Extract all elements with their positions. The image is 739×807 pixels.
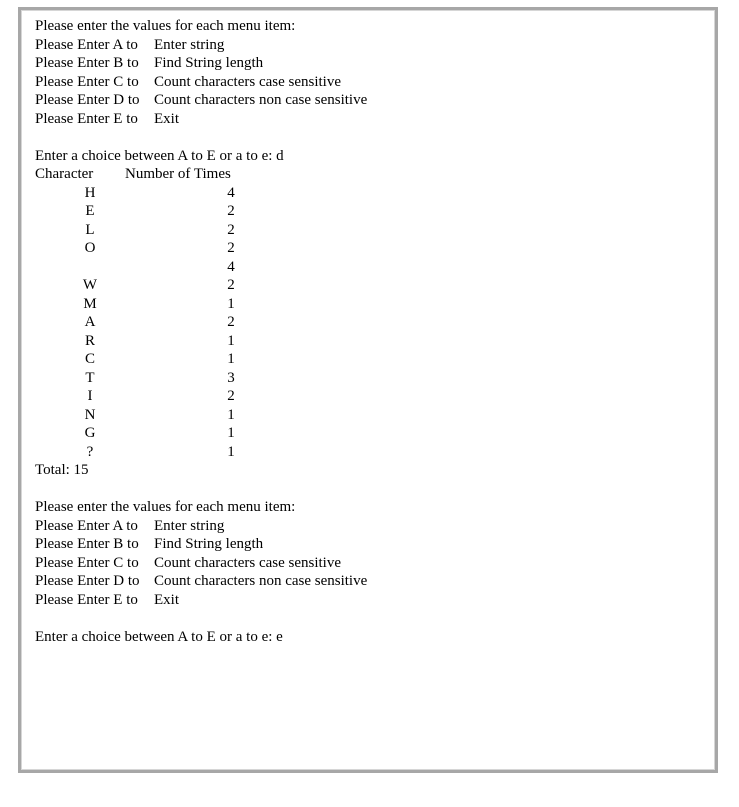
menu-item-b [35,54,367,73]
menu-item-action: Enter string [154,517,225,534]
count-cell: 2 [227,203,235,219]
count-column-header: Number of Times [125,166,231,182]
character-cell: ? [86,443,94,460]
character-cell: T [85,369,95,386]
count-cell: 1 [227,332,235,349]
menu-item-prefix: Please Enter C to [35,73,139,90]
menu-item-action: Enter string [154,36,225,53]
count-table-header [35,165,367,184]
count-cell: 2 [227,314,235,330]
character-cell: G [84,425,96,441]
blank-line [35,480,367,499]
menu-item-prefix: Please Enter B to [35,55,139,71]
menu-item-action: Exit [154,110,179,127]
menu-item-prefix: Please Enter D to [35,573,140,589]
menu-item-a [35,517,367,536]
character-cell: O [84,240,96,256]
blank-line [35,609,367,628]
menu-heading: Please enter the values for each menu item: [35,18,296,34]
count-table-row [35,313,367,332]
menu-item-e [35,110,367,129]
menu-item-prefix: Please Enter E to [35,591,138,608]
menu-item-c [35,73,367,92]
menu-item-prefix: Please Enter A to [35,517,138,534]
character-cell: R [84,332,95,349]
count-table-row [35,276,367,295]
count-cell: 1 [227,351,235,367]
count-cell: 3 [227,369,235,386]
count-table-body [35,184,367,462]
count-cell: 4 [227,184,235,201]
menu-item-action: Count characters non case sensitive [154,573,368,589]
character-cell: N [84,406,96,423]
menu-item-action: Count characters non case sensitive [154,92,368,108]
blank-line [35,128,367,147]
count-cell: 2 [227,240,235,256]
menu-item-e [35,591,367,610]
character-column-header: Character [35,166,94,182]
count-cell: 1 [227,425,235,441]
character-cell: I [87,388,93,404]
menu-item-c [35,554,367,573]
count-cell: 4 [227,258,235,275]
count-cell: 1 [227,295,235,312]
count-cell: 1 [227,443,235,460]
count-cell: 2 [227,388,235,404]
console-text [35,17,367,646]
menu-item-d [35,572,367,591]
character-cell: C [84,351,95,367]
character-cell: M [83,295,97,312]
menu-item-action: Count characters case sensitive [154,554,342,571]
choice-prompt: Enter a choice between A to E or a to e: d [35,147,284,164]
total-count: Total: 15 [35,462,89,478]
character-cell: L [85,221,95,238]
count-table-row [35,184,367,203]
menu-heading: Please enter the values for each menu item: [35,499,296,515]
menu-item-a [35,36,367,55]
count-table-row [35,332,367,351]
menu-item-b [35,535,367,554]
count-table-row [35,295,367,314]
character-cell: H [84,184,96,201]
count-table-row [35,221,367,240]
menu-item-action: Count characters case sensitive [154,73,342,90]
count-table-row [35,443,367,462]
menu-item-action: Exit [154,591,179,608]
count-table-row [35,239,367,258]
console-output-window [18,7,718,773]
choice-prompt: Enter a choice between A to E or a to e: e [35,628,283,645]
count-table-row [35,369,367,388]
menu-item-prefix: Please Enter D to [35,92,140,108]
menu-item-action: Find String length [154,55,264,71]
count-table-row [35,350,367,369]
count-table-row [35,424,367,443]
count-table-row [35,202,367,221]
count-cell: 2 [227,277,235,293]
menu-item-prefix: Please Enter A to [35,36,138,53]
menu-item-prefix: Please Enter E to [35,110,138,127]
menu-item-prefix: Please Enter B to [35,536,139,552]
character-cell: E [85,203,95,219]
count-cell: 1 [227,406,235,423]
count-table-row [35,258,367,277]
count-cell: 2 [227,221,235,238]
menu-item-action: Find String length [154,536,264,552]
count-table-row [35,387,367,406]
menu-item-prefix: Please Enter C to [35,554,139,571]
count-table-row [35,406,367,425]
character-cell: A [84,314,96,330]
menu-item-d [35,91,367,110]
character-cell: W [82,277,98,293]
